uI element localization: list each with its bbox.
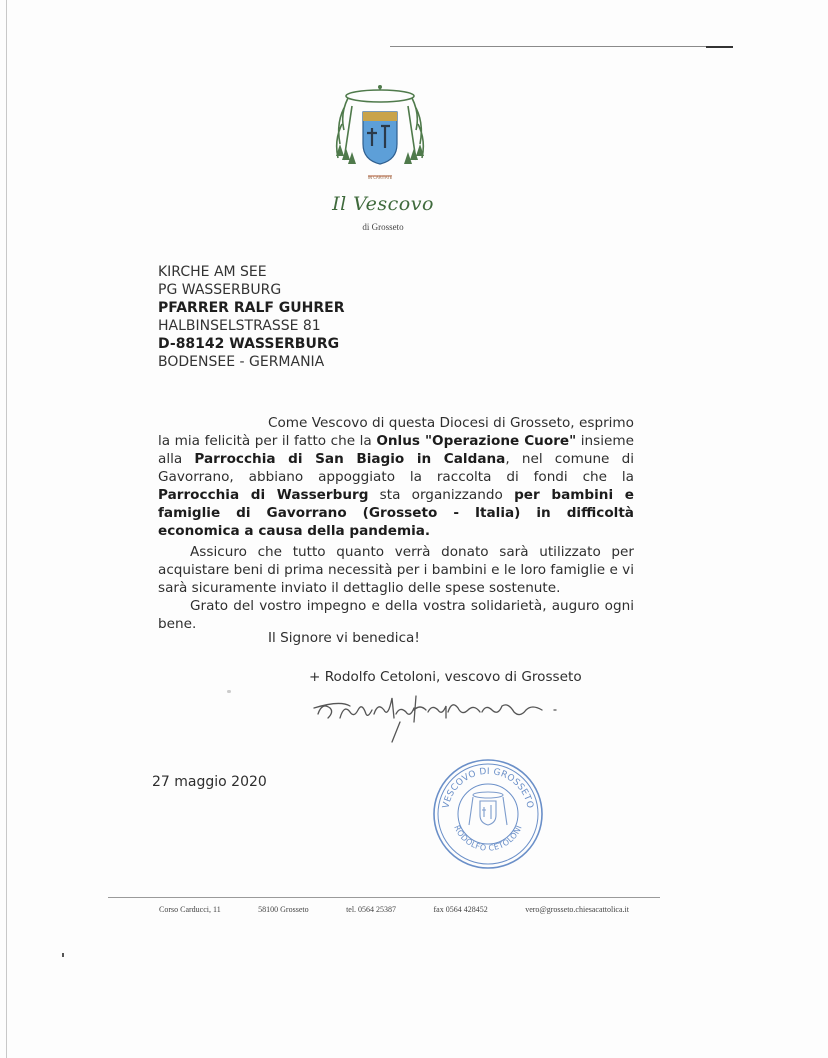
footer-email: vero@grosseto.chiesacattolica.it <box>525 905 629 914</box>
footer-address: Corso Carducci, 11 <box>159 905 221 914</box>
stamp-top-text: VESCOVO DI GROSSETO <box>441 766 535 810</box>
stamp-bottom-text: RODOLFO CETOLONI <box>452 823 524 853</box>
footer-rule <box>108 897 660 898</box>
footer-phone: tel. 0564 25387 <box>346 905 397 914</box>
body-paragraph-1 <box>158 414 634 540</box>
body-run-bold: Parrocchia di Wasserburg <box>158 487 369 503</box>
address-line: BODENSEE - GERMANIA <box>158 354 325 370</box>
top-rule <box>390 46 732 47</box>
address-line: HALBINSELSTRASSE 81 <box>158 318 321 334</box>
body-run: Come Vescovo di questa Diocesi di Grosseto, esprimo la mia felicità per il fatto che la <box>158 415 634 449</box>
blessing: Il Signore vi benedica! <box>268 630 420 646</box>
address-line: D-88142 WASSERBURG <box>158 336 340 352</box>
body-run: , nel comune di Gavorrano, abbiano appoggiato la raccolta di fondi che la <box>158 451 634 485</box>
official-stamp-icon <box>431 757 545 871</box>
body-run-bold: Onlus "Operazione Cuore" <box>376 433 577 449</box>
crest-motto: IN CARITATE <box>367 175 393 180</box>
svg-text:RODOLFO CETOLONI <box>452 824 524 853</box>
scan-edge <box>6 0 7 1058</box>
recipient-address <box>158 263 345 371</box>
top-rule-accent <box>706 46 733 48</box>
body-run-bold: Parrocchia di San Biagio in Caldana <box>194 451 506 467</box>
footer-fax: fax 0564 428452 <box>433 905 488 914</box>
footer-city: 58100 Grosseto <box>258 905 309 914</box>
scan-speck <box>227 690 231 693</box>
scan-mark <box>62 953 64 957</box>
address-line: PG WASSERBURG <box>158 282 282 298</box>
body-run: insieme alla <box>158 433 634 467</box>
body-paragraph-2: Assicuro che tutto quanto verrà donato sarà utilizzato per acquistare beni di prima necessità per i bambini e le loro famiglie e vi sarà sicuramente inviato il dettaglio delle spese sostenute. <box>158 544 634 596</box>
episcopal-crest-icon <box>330 84 430 194</box>
body-run: sta organizzando <box>368 487 515 503</box>
letterhead-subtitle: di Grosseto <box>362 222 404 232</box>
address-line: PFARRER RALF GUHRER <box>158 300 345 316</box>
letter-date: 27 maggio 2020 <box>152 774 267 790</box>
signatory-name: + Rodolfo Cetoloni, vescovo di Grosseto <box>309 669 582 685</box>
letterhead-title: Il Vescovo <box>332 193 434 215</box>
address-line: KIRCHE AM SEE <box>158 264 267 280</box>
body-run-bold: per bambini e famiglie di Gavorrano (Grosseto - Italia) in difficoltà economica a causa della pandemia. <box>158 487 635 539</box>
handwritten-signature-icon <box>310 688 590 746</box>
svg-text:VESCOVO DI GROSSETO <box>441 767 534 810</box>
footer-contact <box>159 905 629 914</box>
body-paragraph-3: Grato del vostro impegno e della vostra solidarietà, auguro ogni bene. <box>158 598 634 632</box>
